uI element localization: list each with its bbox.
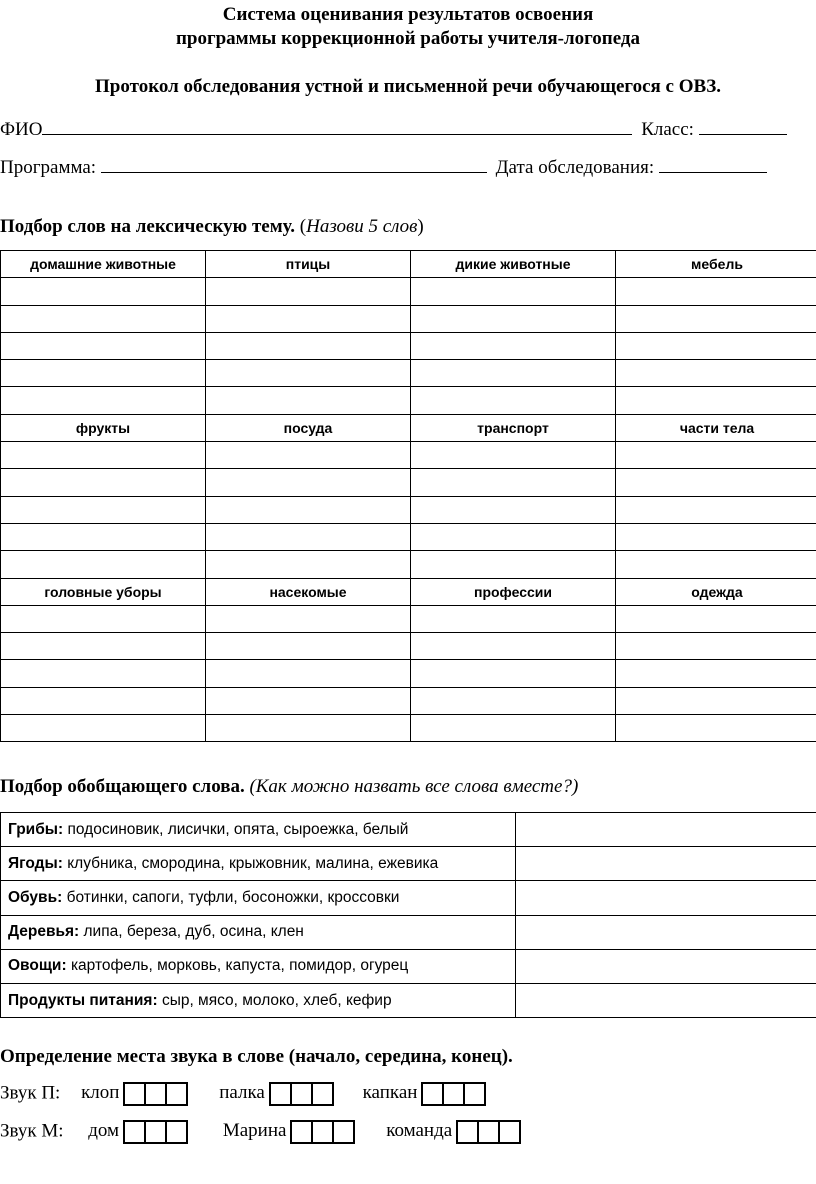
generalizing-word-list: картофель, морковь, капуста, помидор, огурец (70, 957, 409, 975)
answer-boxes[interactable] (269, 1082, 334, 1106)
generalizing-words-cell (1, 983, 516, 1017)
lexical-answer-cell[interactable] (411, 442, 616, 469)
lexical-answer-cell[interactable] (616, 305, 816, 332)
lexical-instruction: Назови 5 слов (306, 216, 418, 237)
lexical-answer-cell[interactable] (1, 278, 206, 305)
lexical-answer-row (1, 633, 816, 660)
lexical-answer-cell[interactable] (206, 387, 411, 414)
sound-row-label: Звук М: (0, 1120, 64, 1142)
sound-heading: Определение места звука в слове (начало, середина, конец). (0, 1046, 513, 1067)
generalizing-words-cell (1, 949, 516, 983)
sound-word: клоп (81, 1082, 120, 1104)
lexical-answer-cell[interactable] (411, 332, 616, 359)
lexical-answer-cell[interactable] (206, 551, 411, 578)
generalizing-category-label: Овощи: (8, 957, 67, 975)
generalizing-table (0, 812, 816, 1018)
lexical-heading (0, 216, 424, 238)
date-field[interactable] (659, 154, 767, 173)
lexical-topic: домашние животные (1, 251, 206, 278)
generalizing-word-list: сыр, мясо, молоко, хлеб, кефир (161, 991, 392, 1009)
generalizing-words-cell (1, 915, 516, 949)
generalizing-category-label: Грибы: (8, 820, 64, 838)
lexical-answer-cell[interactable] (1, 305, 206, 332)
lexical-answer-cell[interactable] (1, 469, 206, 496)
lexical-answer-cell[interactable] (1, 551, 206, 578)
generalizing-word-list: клубника, смородина, крыжовник, малина, ежевика (67, 854, 439, 872)
generalizing-answer-cell[interactable] (516, 847, 816, 881)
sound-row-m (0, 1120, 521, 1144)
generalizing-heading (0, 776, 578, 798)
program-field[interactable] (101, 154, 487, 173)
class-label: Класс: (641, 119, 694, 140)
generalizing-word-list: липа, береза, дуб, осина, клен (83, 923, 304, 941)
lexical-answer-cell[interactable] (1, 332, 206, 359)
lexical-answer-cell[interactable] (411, 360, 616, 387)
generalizing-answer-cell[interactable] (516, 915, 816, 949)
lexical-answer-cell[interactable] (206, 360, 411, 387)
generalizing-category-label: Обувь: (8, 888, 63, 906)
lexical-topic: дикие животные (411, 251, 616, 278)
lexical-answer-cell[interactable] (616, 605, 816, 632)
lexical-answer-cell[interactable] (616, 278, 816, 305)
lexical-answer-cell[interactable] (411, 387, 616, 414)
lexical-answer-row (1, 660, 816, 687)
lexical-answer-cell[interactable] (206, 278, 411, 305)
generalizing-row (1, 915, 816, 949)
lexical-topic: насекомые (206, 578, 411, 605)
lexical-answer-cell[interactable] (616, 551, 816, 578)
lexical-answer-cell[interactable] (206, 715, 411, 742)
sound-word: Марина (222, 1120, 287, 1142)
generalizing-answer-cell[interactable] (516, 983, 816, 1017)
generalizing-words-cell (1, 813, 516, 847)
lexical-answer-row (1, 551, 816, 578)
lexical-answer-row (1, 387, 816, 414)
lexical-answer-cell[interactable] (616, 633, 816, 660)
lexical-answer-row (1, 442, 816, 469)
lexical-answer-cell[interactable] (616, 523, 816, 550)
lexical-topic: посуда (206, 414, 411, 441)
answer-boxes[interactable] (123, 1082, 188, 1106)
protocol-title: Протокол обследования устной и письменной речи обучающегося с ОВЗ. (95, 76, 721, 97)
lexical-answer-cell[interactable] (616, 496, 816, 523)
lexical-answer-cell[interactable] (1, 360, 206, 387)
fio-row (0, 116, 787, 141)
header-line-1: Система оценивания результатов освоения (222, 4, 594, 25)
lexical-header-row (1, 578, 816, 605)
generalizing-words-cell (1, 847, 516, 881)
lexical-answer-cell[interactable] (1, 605, 206, 632)
lexical-answer-cell[interactable] (616, 387, 816, 414)
lexical-answer-cell[interactable] (206, 496, 411, 523)
class-field[interactable] (699, 116, 787, 135)
lexical-answer-row (1, 305, 816, 332)
generalizing-row (1, 881, 816, 915)
sound-row-label: Звук П: (0, 1082, 61, 1104)
generalizing-words-cell (1, 881, 516, 915)
generalizing-category-label: Продукты питания: (8, 991, 158, 1009)
generalizing-answer-cell[interactable] (516, 949, 816, 983)
answer-boxes[interactable] (456, 1120, 521, 1144)
fio-field[interactable] (42, 116, 632, 135)
generalizing-category-label: Ягоды: (8, 854, 63, 872)
lexical-answer-cell[interactable] (206, 332, 411, 359)
lexical-header-row (1, 251, 816, 278)
sound-word: дом (88, 1120, 120, 1142)
generalizing-answer-cell[interactable] (516, 813, 816, 847)
lexical-answer-cell[interactable] (616, 687, 816, 714)
lexical-topic: птицы (206, 251, 411, 278)
answer-boxes[interactable] (421, 1082, 486, 1106)
answer-boxes[interactable] (290, 1120, 355, 1144)
lexical-answer-row (1, 605, 816, 632)
lexical-answer-cell[interactable] (1, 633, 206, 660)
lexical-answer-cell[interactable] (1, 715, 206, 742)
lexical-answer-cell[interactable] (206, 523, 411, 550)
lexical-table (0, 250, 816, 742)
lexical-answer-row (1, 469, 816, 496)
lexical-heading-text: Подбор слов на лексическую тему. (0, 216, 296, 237)
lexical-answer-cell[interactable] (206, 605, 411, 632)
program-label: Программа: (0, 157, 97, 178)
lexical-topic: мебель (616, 251, 816, 278)
sound-row-p (0, 1082, 486, 1106)
generalizing-category-label: Деревья: (8, 923, 80, 941)
lexical-answer-cell[interactable] (616, 332, 816, 359)
lexical-answer-cell[interactable] (206, 633, 411, 660)
sound-word: команда (386, 1120, 453, 1142)
date-label: Дата обследования: (495, 157, 655, 178)
lexical-answer-row (1, 332, 816, 359)
lexical-answer-cell[interactable] (1, 496, 206, 523)
lexical-answer-row (1, 715, 816, 742)
lexical-answer-row (1, 360, 816, 387)
generalizing-row (1, 847, 816, 881)
lexical-answer-row (1, 523, 816, 550)
lexical-answer-cell[interactable] (411, 605, 616, 632)
header-line-2: программы коррекционной работы учителя-логопеда (175, 28, 641, 49)
sound-word: палка (219, 1082, 265, 1104)
lexical-answer-cell[interactable] (411, 715, 616, 742)
generalizing-row (1, 983, 816, 1017)
lexical-answer-cell[interactable] (616, 660, 816, 687)
lexical-answer-cell[interactable] (206, 687, 411, 714)
generalizing-word-list: подосиновик, лисички, опята, сыроежка, белый (67, 820, 409, 838)
lexical-answer-cell[interactable] (206, 305, 411, 332)
lexical-answer-cell[interactable] (206, 442, 411, 469)
generalizing-heading-text: Подбор обобщающего слова. (0, 776, 245, 797)
lexical-answer-cell[interactable] (616, 715, 816, 742)
generalizing-row (1, 949, 816, 983)
answer-boxes[interactable] (123, 1120, 188, 1144)
lexical-answer-row (1, 687, 816, 714)
lexical-header-row (1, 414, 816, 441)
lexical-topic: транспорт (411, 414, 616, 441)
lexical-answer-cell[interactable] (411, 687, 616, 714)
lexical-answer-cell[interactable] (1, 523, 206, 550)
lexical-topic: головные уборы (1, 578, 206, 605)
sound-word: капкан (362, 1082, 418, 1104)
lexical-answer-cell[interactable] (1, 442, 206, 469)
lexical-answer-cell[interactable] (411, 551, 616, 578)
lexical-answer-cell[interactable] (1, 660, 206, 687)
lexical-answer-cell[interactable] (411, 660, 616, 687)
generalizing-instruction: (Как можно назвать все слова вместе?) (249, 776, 579, 797)
lexical-answer-cell[interactable] (411, 305, 616, 332)
lexical-answer-row (1, 278, 816, 305)
lexical-answer-cell[interactable] (616, 442, 816, 469)
program-row (0, 154, 767, 179)
lexical-answer-cell[interactable] (616, 469, 816, 496)
lexical-answer-cell[interactable] (1, 387, 206, 414)
lexical-answer-cell[interactable] (206, 660, 411, 687)
generalizing-answer-cell[interactable] (516, 881, 816, 915)
lexical-answer-cell[interactable] (411, 523, 616, 550)
lexical-topic: профессии (411, 578, 616, 605)
generalizing-word-list: ботинки, сапоги, туфли, босоножки, кроссовки (66, 888, 400, 906)
lexical-topic: части тела (616, 414, 816, 441)
lexical-answer-cell[interactable] (411, 278, 616, 305)
lexical-answer-cell[interactable] (411, 633, 616, 660)
lexical-answer-cell[interactable] (616, 360, 816, 387)
generalizing-row (1, 813, 816, 847)
lexical-answer-cell[interactable] (206, 469, 411, 496)
lexical-paren-open: ( (299, 216, 307, 237)
lexical-answer-cell[interactable] (411, 469, 616, 496)
lexical-topic: одежда (616, 578, 816, 605)
lexical-topic: фрукты (1, 414, 206, 441)
lexical-answer-cell[interactable] (1, 687, 206, 714)
lexical-paren-close: ) (417, 216, 424, 237)
lexical-answer-cell[interactable] (411, 496, 616, 523)
lexical-answer-row (1, 496, 816, 523)
fio-label: ФИО (0, 119, 43, 140)
